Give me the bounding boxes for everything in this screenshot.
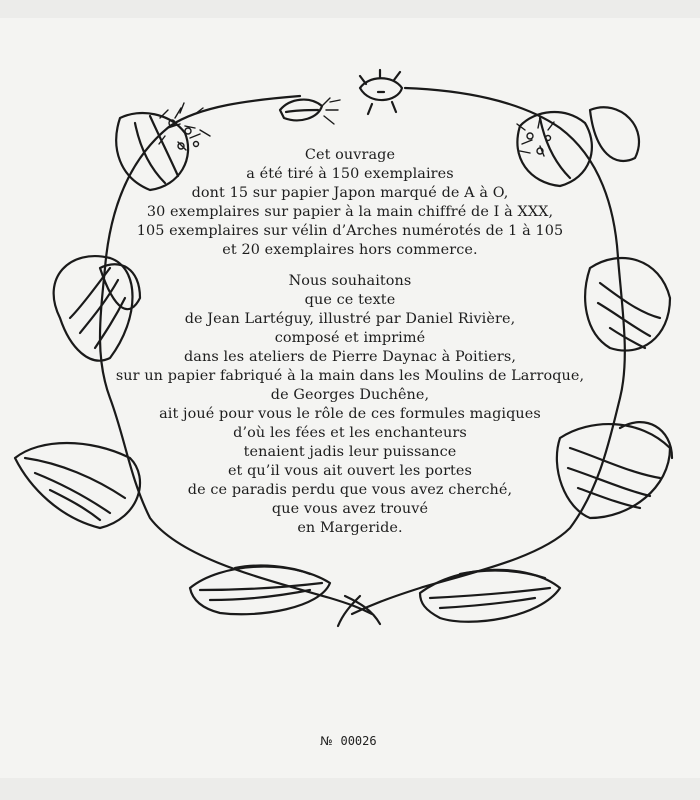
colophon-line: tenaient jadis leur puissance bbox=[243, 444, 457, 460]
colophon-line: sur un papier fabriqué à la main dans les Moulins de Larroque, bbox=[115, 368, 585, 384]
colophon-line: de Georges Duchêne, bbox=[270, 387, 430, 403]
colophon-line: 105 exemplaires sur vélin d’Arches numérotés de 1 à 105 bbox=[136, 223, 564, 239]
colophon-line: a été tiré à 150 exemplaires bbox=[246, 166, 454, 182]
colophon-line: dans les ateliers de Pierre Daynac à Poitiers, bbox=[183, 349, 517, 365]
colophon-line: en Margeride. bbox=[297, 520, 403, 536]
colophon-line: et qu’il vous ait ouvert les portes bbox=[227, 463, 473, 479]
colophon-line: d’où les fées et les enchanteurs bbox=[233, 425, 467, 441]
colophon-line: de ce paradis perdu que vous avez cherché, bbox=[187, 482, 513, 498]
colophon-line: que vous avez trouvé bbox=[271, 501, 429, 517]
copy-number-value: 00026 bbox=[340, 734, 377, 748]
colophon-line: que ce texte bbox=[304, 292, 396, 308]
colophon-line: composé et imprimé bbox=[274, 330, 426, 346]
page bbox=[0, 18, 700, 778]
colophon-line: et 20 exemplaires hors commerce. bbox=[222, 242, 478, 258]
paragraph-gap bbox=[100, 260, 600, 272]
colophon-line: Cet ouvrage bbox=[304, 147, 396, 163]
colophon-line: Nous souhaitons bbox=[288, 273, 412, 289]
colophon-text bbox=[100, 146, 600, 538]
colophon-line: 30 exemplaires sur papier à la main chiffré de I à XXX, bbox=[146, 204, 554, 220]
numero-sign: № bbox=[320, 734, 333, 748]
colophon-line: dont 15 sur papier Japon marqué de A à O, bbox=[191, 185, 509, 201]
copy-number bbox=[320, 734, 377, 748]
colophon-line: de Jean Lartéguy, illustré par Daniel Rivière, bbox=[184, 311, 516, 327]
colophon-line: ait joué pour vous le rôle de ces formules magiques bbox=[159, 406, 541, 422]
